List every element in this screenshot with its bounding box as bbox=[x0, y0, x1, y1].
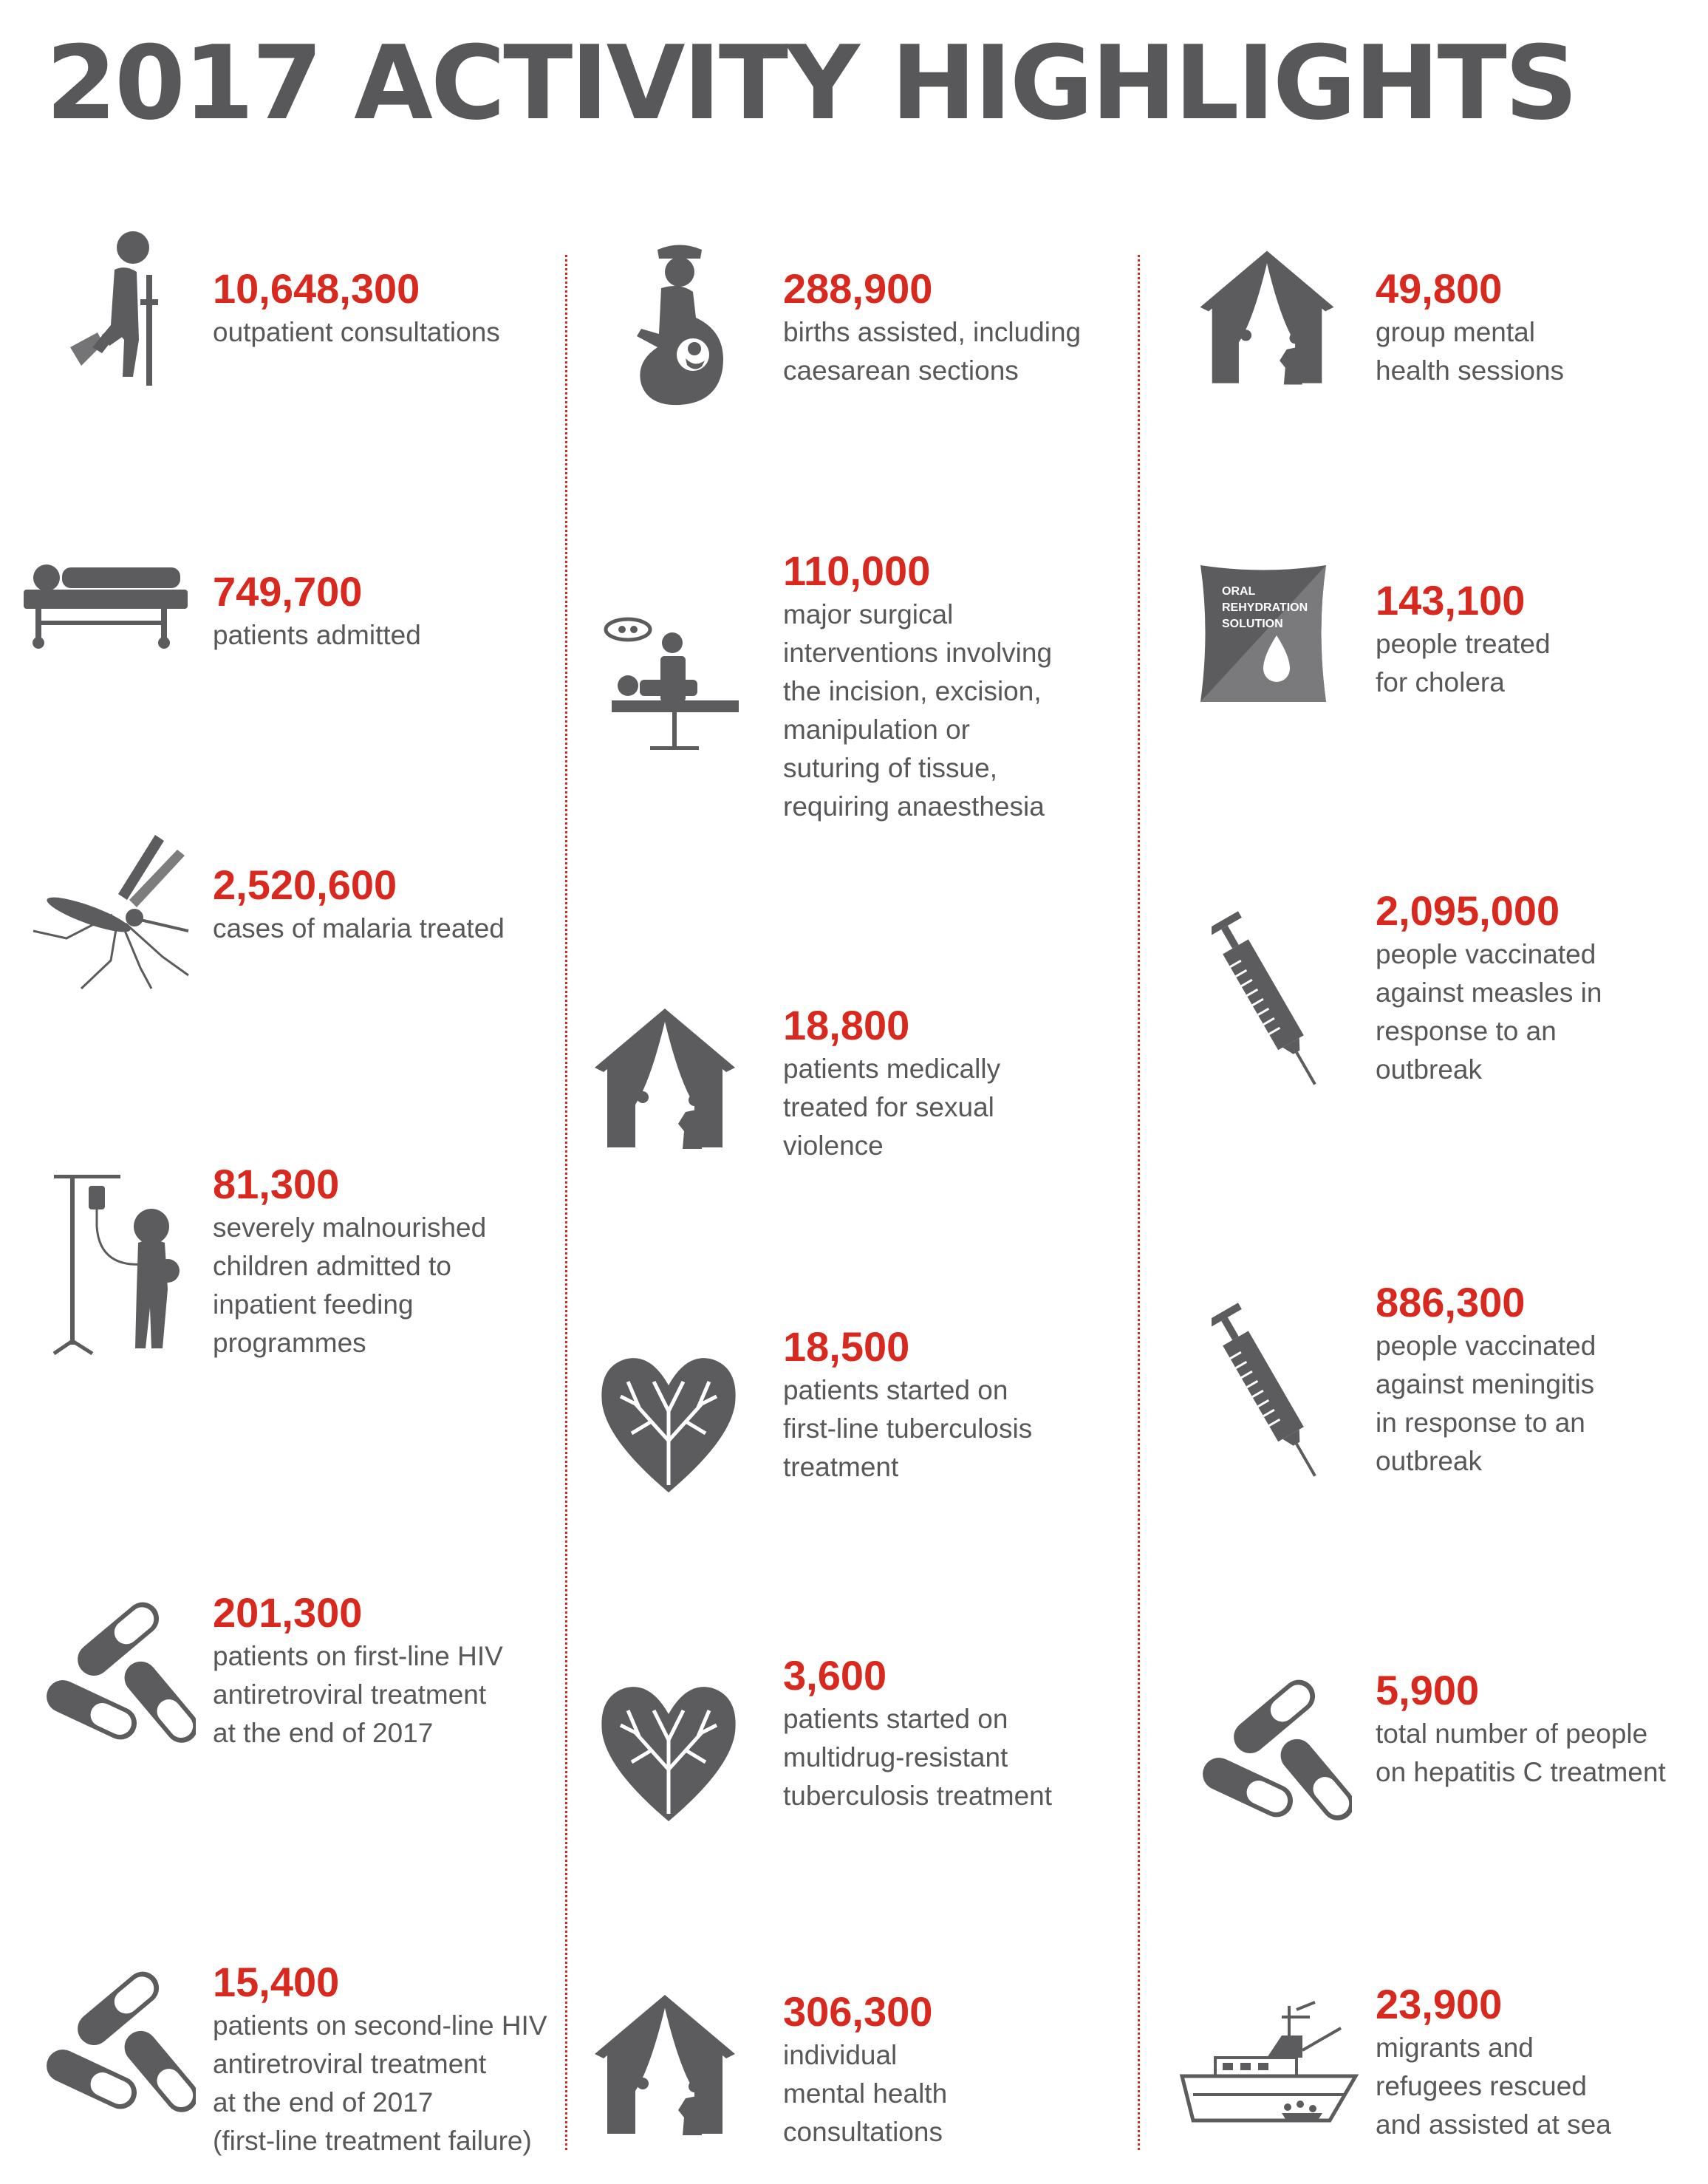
stat-number: 306,300 bbox=[783, 1988, 933, 2035]
stat-number: 3,600 bbox=[783, 1652, 887, 1699]
tent-consultation-icon bbox=[1182, 244, 1352, 392]
tent-consultation-icon bbox=[591, 1987, 739, 2143]
stat-description: migrants and refugees rescued and assisted at sea bbox=[1376, 2033, 1611, 2140]
ors-sachet-icon bbox=[1197, 562, 1330, 709]
lungs-heart-icon bbox=[598, 1681, 739, 1829]
column-divider bbox=[565, 255, 567, 2150]
hospital-bed-icon bbox=[21, 532, 191, 702]
stat-number: 2,520,600 bbox=[213, 861, 397, 908]
stat-description: patients started on first-line tuberculosis treatment bbox=[783, 1375, 1033, 1482]
stat-description: patients on first-line HIV antiretroviral treatment at the end of 2017 bbox=[213, 1641, 503, 1748]
tent-consultation-icon bbox=[591, 1001, 739, 1156]
stat-description: patients on second-line HIV antiretroviral treatment at the end of 2017 (first-line treatment failure) bbox=[213, 2010, 547, 2156]
stat-number: 5,900 bbox=[1376, 1667, 1480, 1713]
column-divider bbox=[1138, 255, 1140, 2150]
stat-description: births assisted, including caesarean sections bbox=[783, 317, 1082, 386]
stat-description: outpatient consultations bbox=[213, 317, 500, 347]
stat-number: 81,300 bbox=[213, 1161, 340, 1207]
stat-description: patients admitted bbox=[213, 620, 421, 650]
pills-icon bbox=[1197, 1666, 1352, 1836]
stat-number: 201,300 bbox=[213, 1589, 363, 1636]
mosquito-icon bbox=[30, 820, 192, 990]
stat-number: 288,900 bbox=[783, 265, 933, 312]
iv-drip-child-icon bbox=[41, 1160, 196, 1359]
stat-number: 886,300 bbox=[1376, 1279, 1526, 1325]
syringe-icon bbox=[1212, 1293, 1322, 1492]
page-title: 2017 ACTIVITY HIGHLIGHTS bbox=[46, 24, 1577, 143]
rescue-ship-icon bbox=[1178, 1995, 1363, 2143]
ors-text-line: ORAL bbox=[1222, 585, 1256, 598]
stat-number: 2,095,000 bbox=[1376, 887, 1560, 934]
stat-number: 18,800 bbox=[783, 1002, 910, 1048]
surgery-icon bbox=[598, 613, 746, 783]
syringe-icon bbox=[1212, 901, 1322, 1101]
stat-number: 749,700 bbox=[213, 568, 363, 615]
stat-description: people vaccinated against measles in response to an outbreak bbox=[1376, 939, 1602, 1085]
stat-number: 110,000 bbox=[783, 547, 931, 594]
stat-number: 49,800 bbox=[1376, 265, 1503, 312]
ors-text-line: SOLUTION bbox=[1222, 618, 1283, 630]
stat-description: severely malnourished children admitted to inpatient feeding programmes bbox=[213, 1212, 487, 1358]
pills-icon bbox=[41, 1958, 196, 2128]
stat-description: patients started on multidrug-resistant tuberculosis treatment bbox=[783, 1704, 1053, 1811]
stat-number: 15,400 bbox=[213, 1959, 340, 2005]
lungs-heart-icon bbox=[598, 1352, 739, 1500]
stat-description: cases of malaria treated bbox=[213, 913, 505, 943]
crutch-patient-icon bbox=[30, 222, 185, 392]
pills-icon bbox=[41, 1588, 196, 1758]
pregnant-woman-icon bbox=[628, 236, 731, 406]
stat-description: individual mental health consultations bbox=[783, 2040, 948, 2147]
ors-text-line: REHYDRATION bbox=[1222, 601, 1308, 614]
stat-number: 18,500 bbox=[783, 1323, 910, 1370]
stat-description: total number of people on hepatitis C treatment bbox=[1376, 1719, 1666, 1787]
stat-description: major surgical interventions involving the incision, excision, manipulation or suturing of tissue, requiring anaesthesia bbox=[783, 599, 1053, 822]
stat-description: people vaccinated against meningitis in response to an outbreak bbox=[1376, 1331, 1596, 1476]
stat-description: people treated for cholera bbox=[1376, 629, 1551, 697]
stat-description: group mental health sessions bbox=[1376, 317, 1565, 386]
stat-number: 23,900 bbox=[1376, 1981, 1503, 2027]
stat-number: 143,100 bbox=[1376, 577, 1526, 624]
stat-description: patients medically treated for sexual violence bbox=[783, 1054, 1001, 1161]
stat-number: 10,648,300 bbox=[213, 265, 420, 312]
